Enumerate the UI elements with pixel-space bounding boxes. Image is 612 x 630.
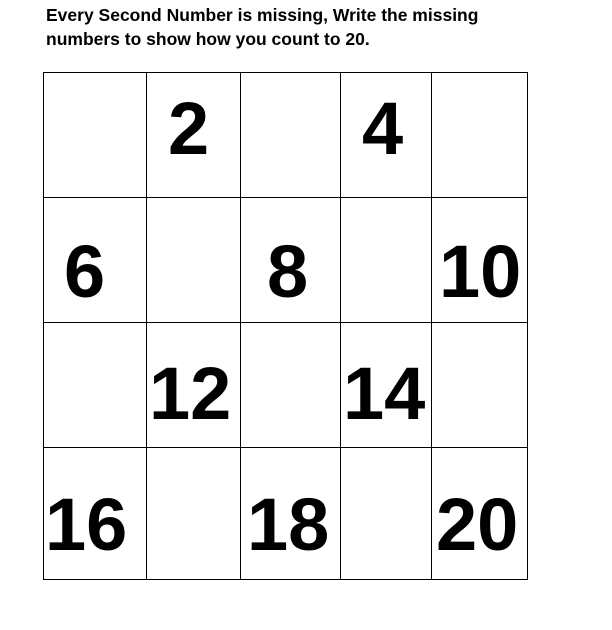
instructions (46, 3, 478, 51)
grid-line (43, 72, 528, 73)
grid-line (146, 72, 147, 580)
grid-line (431, 72, 432, 580)
grid-line (43, 197, 528, 198)
grid-line (527, 72, 528, 580)
cell-number: 6 (64, 230, 106, 313)
cell-number: 10 (439, 230, 522, 313)
grid-line (43, 322, 528, 323)
instructions-line-2: numbers to show how you count to 20. (46, 29, 370, 49)
instructions-line-1: Every Second Number is missing, Write the missing (46, 5, 479, 25)
cell-number: 18 (247, 483, 330, 566)
cell-number: 2 (168, 87, 210, 170)
grid-line (43, 579, 528, 580)
cell-number: 4 (362, 87, 404, 170)
cell-number: 12 (149, 352, 232, 435)
cell-number: 16 (45, 483, 128, 566)
grid-line (240, 72, 241, 580)
grid-line (340, 72, 341, 580)
cell-number: 14 (343, 352, 426, 435)
cell-number: 8 (267, 230, 309, 313)
grid-line (43, 447, 528, 448)
cell-number: 20 (436, 483, 519, 566)
grid-line (43, 72, 44, 580)
